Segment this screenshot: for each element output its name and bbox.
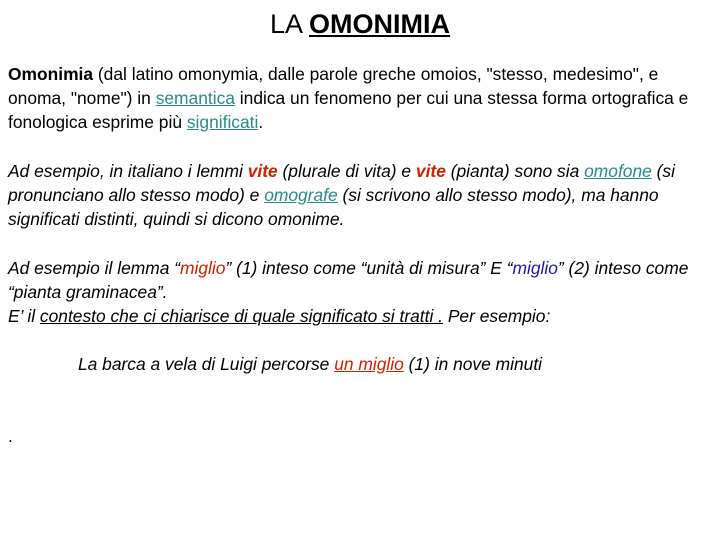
p2-text-3: (pianta) sono sia — [445, 161, 585, 181]
p3-text-4: E’ il — [8, 306, 40, 326]
p2-text-2: (plurale di vita) e — [277, 161, 416, 181]
example-text-2: (1) in nove minuti — [403, 354, 543, 374]
example-text-1: La barca a vela di Luigi percorse — [78, 354, 335, 374]
title-prefix: LA — [269, 9, 310, 39]
context-underlined: contesto che ci chiarisce di quale significato si tratti . — [39, 306, 443, 326]
term-omonimia: Omonimia — [8, 64, 94, 84]
link-omografe[interactable]: omografe — [264, 185, 338, 205]
p2-text-5: (si scrivono allo stesso modo), ma hanno significati distinti, quindi si dicono omonime. — [8, 185, 659, 229]
example-highlight: un miglio — [334, 354, 404, 374]
example-sentence — [78, 352, 542, 376]
p1-text-2: indica un fenomeno per cui una stessa forma ortografica e fonologica esprime più — [8, 88, 689, 132]
title-highlight: OMONIMIA — [309, 9, 451, 39]
p3-text-3: ” (2) inteso come “pianta graminacea”. — [8, 258, 689, 302]
example-miglio-paragraph — [8, 256, 708, 328]
page-title — [0, 6, 720, 42]
word-vite-1: vite — [247, 161, 278, 181]
p2-text-4: (si pronunciano allo stesso modo) e — [8, 161, 675, 205]
word-vite-2: vite — [415, 161, 446, 181]
p1-text-1: (dal latino omonymia, dalle parole greche omoios, "stesso, medesimo", e onoma, "nome") in — [8, 64, 659, 108]
word-miglio-2: miglio — [512, 258, 558, 278]
example-vite-paragraph — [8, 159, 708, 231]
link-semantica[interactable]: semantica — [155, 88, 235, 108]
p2-text-1: Ad esempio, in italiano i lemmi — [8, 161, 248, 181]
p3-text-5: Per esempio: — [442, 306, 551, 326]
definition-paragraph — [8, 62, 708, 134]
p3-text-1: Ad esempio il lemma “ — [8, 258, 181, 278]
link-significati[interactable]: significati — [186, 112, 259, 132]
trailing-dot: . — [8, 426, 13, 446]
link-omofone[interactable]: omofone — [584, 161, 652, 181]
word-miglio-1: miglio — [180, 258, 226, 278]
p3-text-2: ” (1) inteso come “unità di misura” E “ — [225, 258, 513, 278]
p1-text-3: . — [258, 112, 264, 132]
